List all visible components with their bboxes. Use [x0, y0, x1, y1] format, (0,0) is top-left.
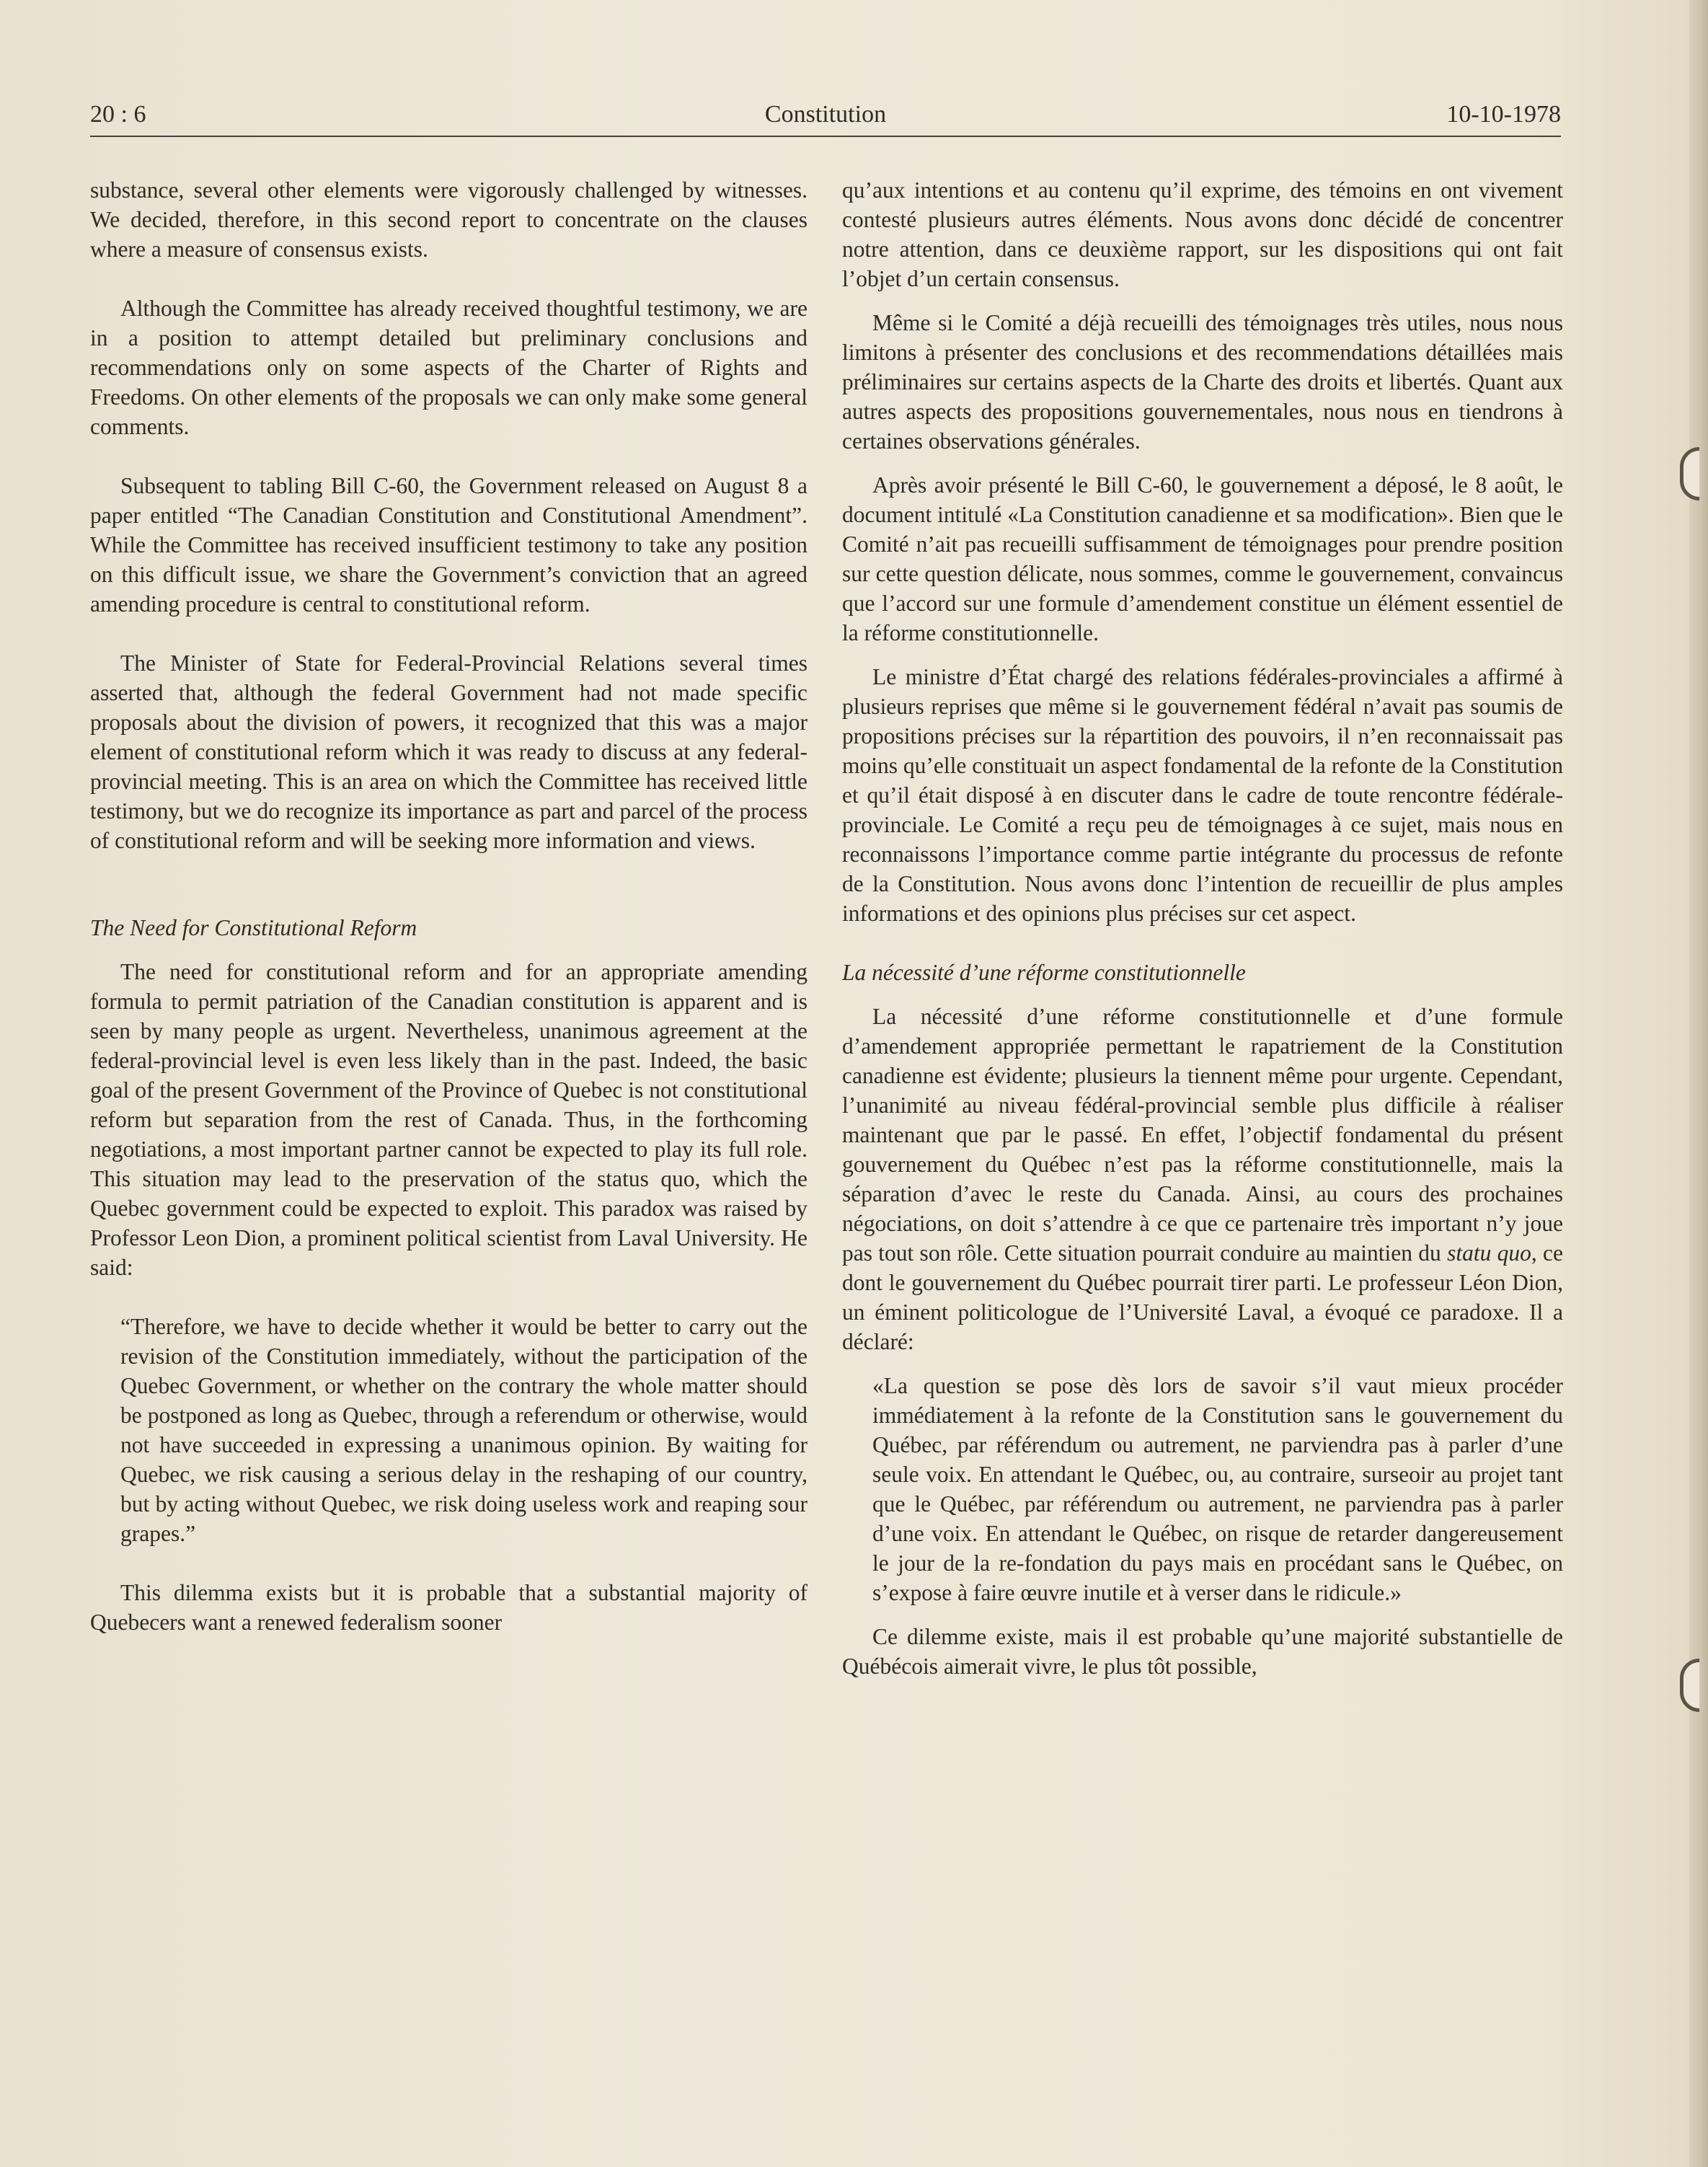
page-header: [90, 101, 1561, 137]
paragraph: This dilemma exists but it is probable that a substantial majority of Quebecers want a renewed federalism sooner: [90, 1580, 807, 1635]
paragraph: The Minister of State for Federal-Provincial Relations several times asserted that, although the federal Government had not made specific proposals about the division of powers, it recognized that this was a major element of constitutional reform which it was ready to discuss at any federal-provincial meeting. This is an area on which the Committee has received little testimony, but we do recognize its importance as part and parcel of the process of constitutional reform and will be seeking more information and views.: [90, 650, 807, 853]
paragraph-text: , ce dont le gouvernement du Québec pourrait tirer parti. Le professeur Léon Dion, un éminent politicologue de l’Université Laval, a évoqué ce paradoxe. Il a déclaré:: [842, 1240, 1563, 1354]
quotation: [120, 1312, 807, 1548]
emphasis-text: statu quo: [1447, 1240, 1531, 1266]
binder-ring-icon: [1680, 447, 1699, 500]
paragraph: Subsequent to tabling Bill C-60, the Government released on August 8 a paper entitled “The Canadian Constitution and Constitutional Amendment”. While the Committee has received insufficient testimony to take any position on this difficult issue, we share the Government’s conviction that an agreed amending procedure is central to constitutional reform.: [90, 473, 807, 617]
english-column: [90, 175, 807, 1637]
paragraph: Même si le Comité a déjà recueilli des témoignages très utiles, nous nous limitons à présenter des conclusions et des recommendations détaillées mais préliminaires sur certains aspects de la Charte des droits et libertés. Quant aux autres aspects des propositions gouvernementales, nous nous en tiendrons à certaines observations générales.: [842, 310, 1563, 454]
binding-spine: [1689, 0, 1708, 2167]
paragraph: Ce dilemme existe, mais il est probable qu’une majorité substantielle de Québécois aimerait vivre, le plus tôt possible,: [842, 1624, 1563, 1679]
quote-text: «La question se pose dès lors de savoir s’il vaut mieux procéder immédiatement à la refonte de la Constitution sans le gouvernement du Québec, par référendum ou autrement, ne parviendra pas à parler d’une seule voix. En attendant le Québec, ou, au contraire, surseoir au projet tant que le Québec, par référendum ou autrement, ne parviendra pas à parler d’une voix. En attendant le Québec, on risque de retarder dangereusement le jour de la re-fondation du pays mais en procédant sans le Québec, on s’expose à faire œuvre inutile et à verser dans le ridicule.»: [872, 1373, 1563, 1605]
section-heading: The Need for Constitutional Reform: [90, 915, 417, 940]
paragraph: [842, 1002, 1563, 1356]
quote-text: “Therefore, we have to decide whether it would be better to carry out the revision of the Constitution immediately, without the participation of the Quebec Government, or whether on the contrary the whole matter should be postponed as long as Quebec, through a referendum or otherwise, would not have succeeded in expressing a unanimous opinion. By waiting for Quebec, we risk causing a serious delay in the reshaping of our country, but by acting without Quebec, we risk doing useless work and reaping sour grapes.”: [120, 1314, 807, 1546]
french-column: [842, 175, 1563, 1681]
running-title: Constitution: [764, 101, 887, 128]
binder-ring-icon: [1680, 1659, 1699, 1712]
page-date: 10-10-1978: [1446, 101, 1561, 128]
paragraph: qu’aux intentions et au contenu qu’il exprime, des témoins en ont vivement contesté plusieurs autres éléments. Nous avons donc décidé de concentrer notre attention, dans ce deuxième rapport, sur les dispositions qui ont fait l’objet d’un certain consensus.: [842, 177, 1563, 291]
section-heading: La nécessité d’une réforme constitutionnelle: [842, 960, 1246, 985]
paragraph-text: La nécessité d’une réforme constitutionnelle et d’une formule d’amendement appropriée permettant le rapatriement de la Constitution canadienne est évidente; plusieurs la tiennent même pour urgente. Cependant, l’unanimité au niveau fédéral-provincial semble plus difficile à réaliser maintenant que par le passé. En effet, l’objectif fondamental du présent gouvernement du Québec n’est pas la réforme constitutionnelle, mais la séparation d’avec le reste du Canada. Ainsi, au cours des prochaines négociations, on doit s’attendre à ce que ce partenaire très important n’y joue pas tout son rôle. Cette situation pourrait conduire au maintien du: [842, 1004, 1563, 1266]
paragraph: Après avoir présenté le Bill C-60, le gouvernement a déposé, le 8 août, le document intitulé «La Constitution canadienne et sa modification». Bien que le Comité n’ait pas recueilli suffisamment de témoignages pour prendre position sur cette question délicate, nous sommes, comme le gouvernement, convaincus que l’accord sur une formule d’amendement constitue un élément essentiel de la réforme constitutionnelle.: [842, 472, 1563, 645]
paragraph: The need for constitutional reform and for an appropriate amending formula to permit patriation of the Canadian constitution is apparent and is seen by many people as urgent. Nevertheless, unanimous agreement at the federal-provincial level is even less likely than in the past. Indeed, the basic goal of the present Government of the Province of Quebec is not constitutional reform but separation from the rest of Canada. Thus, in the forthcoming negotiations, a most important partner cannot be expected to play its full role. This situation may lead to the preservation of the status quo, which the Quebec government could be expected to exploit. This paradox was raised by Professor Leon Dion, a prominent political scientist from Laval University. He said:: [90, 959, 807, 1280]
paragraph: Although the Committee has already received thoughtful testimony, we are in a position to attempt detailed but preliminary conclusions and recommendations only on some aspects of the Charter of Rights and Freedoms. On other elements of the proposals we can only make some general comments.: [90, 296, 807, 439]
quotation: [872, 1371, 1563, 1607]
paragraph: substance, several other elements were vigorously challenged by witnesses. We decided, therefore, in this second report to concentrate on the clauses where a measure of consensus exists.: [90, 177, 807, 262]
page-number: 20 : 6: [90, 101, 146, 128]
paragraph: Le ministre d’État chargé des relations fédérales-provinciales a affirmé à plusieurs reprises que même si le gouvernement fédéral n’avait pas soumis de propositions précises sur la répartition des pouvoirs, il n’en reconnaissait pas moins qu’elle constituait un aspect fondamental de la refonte de la Constitution et qu’il était disposé à en discuter dans le cadre de toute rencontre fédérale-provinciale. Le Comité a reçu peu de témoignages à ce sujet, mais nous en reconnaissons l’importance comme partie intégrante du processus de refonte de la Constitution. Nous avons donc l’intention de recueillir de plus amples informations et des opinions plus précises sur cet aspect.: [842, 664, 1563, 926]
